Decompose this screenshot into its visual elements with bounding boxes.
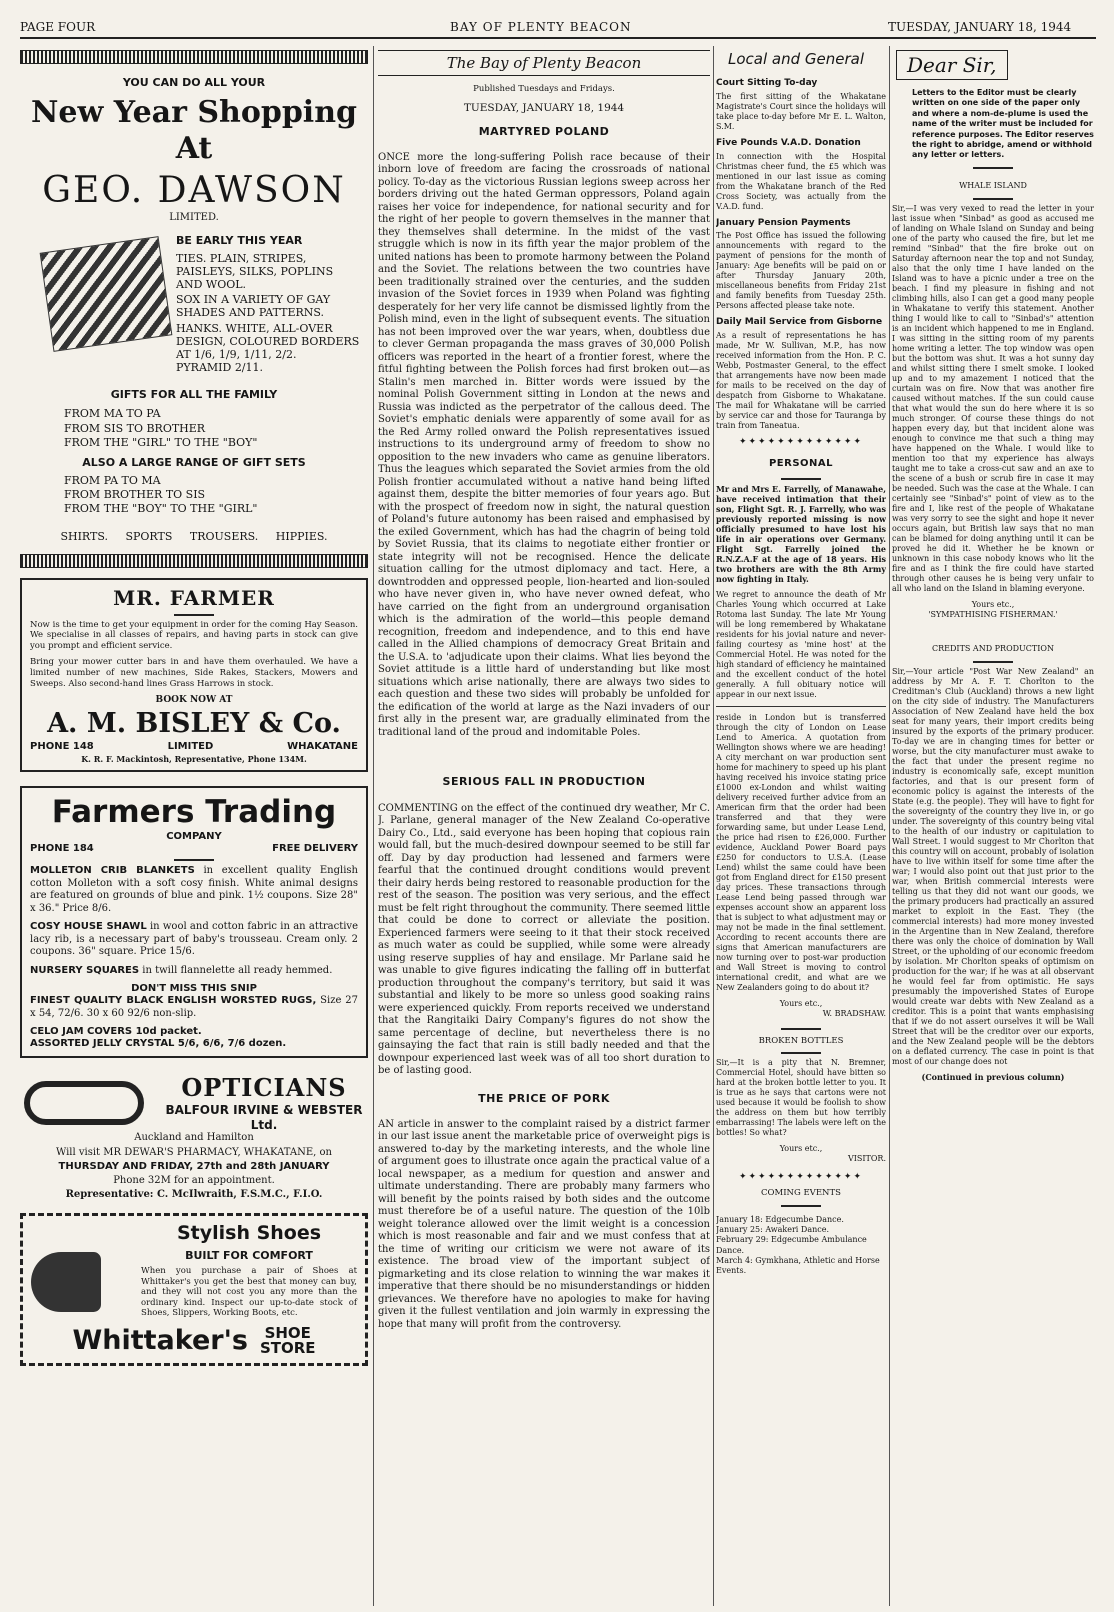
editorial-body: COMMENTING on the effect of the continued dry weather, Mr C. J. Parlane, general manager of the New Zealand Co-operative Dairy Co., Ltd., said everyone has been hoping that copious rain would fall, but the much-desired downpour seemed to be still far off. Day by day production had lessened and farmers were fearful that the continued drought conditions would prevent their dairy herds being restored to reasonable production for the rest of the season. The position was very serious, and the effect must be felt right throughout the community. There seemed little that could be done to correct or alleviate the position. Experienced farmers were seeing to it that their stock received as much water as could be supplied, while some were already using reserve supplies of hay and ensilage. Mr Parlane said he was unable to give figures indicating the falling off in butterfat production throughout the company's territory, but said it was substantial and likely to be more so unless good soaking rains were experienced quickly. From reports received we understand that the Rangitaiki Dairy Company's figures do not show the same percentage of decline, but nevertheless there is no gainsaying the fact that rain is still badly needed and that the downpour experienced last week was of all too short duration to be of lasting good. <box>378 802 710 1077</box>
column-divider <box>713 46 714 1606</box>
optician-days: THURSDAY AND FRIDAY, 27th and 28th JANUARY <box>58 1160 330 1172</box>
signoff: Yours etc., <box>779 1144 823 1154</box>
editorial-heading: THE PRICE OF PORK <box>478 1091 610 1105</box>
personal-heading: PERSONAL <box>768 457 834 469</box>
signoff: Yours etc., <box>779 998 823 1008</box>
bisley-phone: PHONE 148 <box>30 740 94 752</box>
continued-note: (Continued in previous column) <box>921 1072 1065 1083</box>
paper-name: BAY OF PLENTY BEACON <box>450 20 632 34</box>
news-heading: Five Pounds V.A.D. Donation <box>716 137 861 148</box>
local-column <box>716 50 886 1605</box>
ties-illustration <box>26 234 176 374</box>
item-name: NURSERY SQUARES <box>30 964 140 976</box>
decorative-bar <box>20 50 368 64</box>
trading-delivery: FREE DELIVERY <box>272 843 358 855</box>
column-divider <box>373 46 374 1606</box>
optician-visit: Will visit MR DEWAR'S PHARMACY, WHAKATANE, on <box>56 1146 332 1158</box>
dawson-name: GEO. DAWSON <box>42 170 346 212</box>
gift-line: FROM BROTHER TO SIS <box>64 487 206 501</box>
item-text: in wool and cotton fabric in an attractive lacy rib, is a necessary part of baby's trousseau. Cream only. 2 coupons. 36" square. Price 15/6. <box>30 921 358 958</box>
editorial-column <box>378 50 710 1605</box>
news-body: The Post Office has issued the following announcements with regard to the payment of pensions for the month of January: Age benefits will be paid on or after Thursday January 20th, miscellaneous benefits from Friday 21st and family benefits from Tuesday 25th. Persons affected please take note. <box>716 231 886 311</box>
dawson-sox: SOX IN A VARIETY OF GAY SHADES AND PATTERNS. <box>176 293 331 320</box>
editorial-body: ONCE more the long-suffering Polish race because of their inborn love of freedom are facing the crossroads of national policy. To-day as the victorious Russian legions sweep across her borders driving out the hated German oppressors, Poland again raises her voice for independence, for national security and for the right of her people to govern themselves in the manner that they themselves shall determine. In the midst of the vast struggle which is now in its fifth year the major problem of the united nations has been to promote harmony between the Poland and the Soviet. The relations between the two countries have been traditionally strained over the centuries, and the sudden invasion of the Soviet forces in 1939 when Poland was fighting desperately for her very life cannot be dismissed lightly from the Polish mind, even in the light of subsequent events. The situation has not been improved over the war years, when, doubtless due to clever German propaganda the mass graves of 30,000 Polish officers was reported in the heart of a frontier forest, where the fitful fighting between the Polish forces had first broken out—as Stalin's men marched in. Bitter words were issued by the nominal Polish Government sitting in London at the news and Russia was indicted as the perpetrator of the callous deed. The Soviet's emphatic denials were apparently of some avail for as the Red Army rolled onward the Polish representatives issued instructions to its underground army of freedom to show no opposition to the new invaders who came as genuine liberators. Thus the leagues which separated the Soviet armies from the old Polish frontier accumulated without a native hand being lifted against them, despite the bitter memories of four years ago. But with the prospect of freedom now in sight, the natural question of Poland's future autonomy has been raised and emphasised by the exiled Government, which has had the chagrin of being told by Soviet Russia, that its claims to negotiate either frontier or state integrity will not be recognised. Hence the delicate situation calling for the utmost diplomacy and tact. Here, a downtrodden and oppressed people, lion-hearted and lion-souled who have never given in, who have never owned defeat, who have carried on the fight from an underground organisation which is the admiration of the world—this people demand recognition, freedom and independence, and to this end have called in the Allied champions of democracy Great Britain and the U.S.A. to 'adjudicate upon their claims. What lies beyond the Soviet attitude is a little hard of understanding but like most situations which arise nationally, there are always two sides to each question and these two sides will probably be unfolded for the edification of the world at large as the Nazi invaders of our first ally in the present war, are gradually eliminated from the traditional land of the proud and indomitable Poles. <box>378 151 710 738</box>
trading-item <box>30 995 358 1020</box>
optician-title: OPTICIANS <box>181 1073 347 1103</box>
editorial-heading: SERIOUS FALL IN PRODUCTION <box>442 775 646 789</box>
shoe-store: SHOE <box>264 1324 311 1343</box>
dawson-ad <box>20 64 368 548</box>
event-item: January 25: Awakeri Dance. <box>716 1224 829 1234</box>
news-body: As a result of representations he has made, Mr W. Sullivan, M.P., has now received information from the Hon. P. C. Webb, Postmaster General, to the effect that arrangements have now been made for mails to be received on the day of despatch from Gisborne to Whakatane. The mail for Whakatane will be carried by service car and those for Tauranga by train from Taneatua. <box>716 331 886 431</box>
optician-ad <box>20 1074 368 1201</box>
trading-item: ASSORTED JELLY CRYSTAL 5/6, 6/6, 7/6 dozen. <box>30 1038 287 1050</box>
dawson-early: BE EARLY THIS YEAR <box>176 234 303 248</box>
letters-notice: Letters to the Editor must be clearly written on one side of the paper only and where a nom-de-plume is used the name of the writer must be included for reference purposes. The Editor reserves the right to abridge, amend or withhold any letter or letters. <box>912 88 1094 160</box>
dawson-ties: TIES. PLAIN, STRIPES, PAISLEYS, SILKS, POPLINS AND WOOL. <box>176 251 334 291</box>
shoe-ad <box>20 1213 368 1367</box>
column-divider <box>889 46 890 1606</box>
trading-item <box>30 965 358 978</box>
gift-line: FROM SIS TO BROTHER <box>64 421 206 435</box>
news-body: The first sitting of the Whakatane Magistrate's Court since the holidays will take place to-day before Mr E. L. Walton, S.M. <box>716 91 886 131</box>
whittaker-name: Whittaker's <box>72 1325 248 1356</box>
optician-firm: BALFOUR IRVINE & WEBSTER Ltd. <box>165 1103 363 1132</box>
letter-body: Sir,—Your article "Post War New Zealand" an address by Mr A. F. T. Chorlton to the Creditman's Club (Auckland) throws a new light on the city side of industry. The Manufacturers Association of New Zealand have held the box seat for many years, their import credits being insured by the exports of the primary producer. To-day we are in changing times for better or worse, but the city manufacturer must awake to the fact that under the present regime no industry is economically safe, except munition factories, and that is our present form of economic policy is against the interests of the State (e.g. the people). They will have to fight for the sovereignty of the country they live in, or go under. The sovereignty of this country being vital to the health of our industry or capitulation to Wall Street. I would suggest to Mr Chorlton that this country will on account, probably of isolation have to live within itself for some time after the war; I would also point out that just prior to the war, when British commercial interests were telling us that they did not want our goods, we the primary producers had practically an assured market to exploit in the East. They (the commercial interests) had more money invested in the Argentine than in New Zealand, therefore there was only the choice of domination by Wall Street, or the upholding of our economic freedom by isolation. Mr Chorlton speaks of optimism on production for the war; if he was at all observant he would feel far from optimistic. He says presumably the impoverished States of Europe would create war debts with New Zealand as a creditor. This is a point that wants emphasising that if we do not assert ourselves it will be Wall Street that will be the creditor over our exports, and the New Zealand people will be the debtors on a deflated currency. The case in point is that most of our change does not <box>892 667 1094 1067</box>
trading-miss: DON'T MISS THIS SNIP <box>131 983 257 995</box>
divider-stars: ✦✦✦✦✦✦✦✦✦✦✦✦✦ <box>738 1171 864 1182</box>
shoe-store: STORE <box>259 1339 316 1358</box>
bisley-town: WHAKATANE <box>287 740 358 752</box>
page-date: TUESDAY, JANUARY 18, 1944 <box>888 20 1072 34</box>
letter-heading: WHALE ISLAND <box>959 180 1027 190</box>
shoe-illustration <box>31 1222 141 1325</box>
shoe-title: Stylish Shoes <box>176 1221 322 1244</box>
gift-line: FROM THE "GIRL" TO THE "BOY" <box>64 436 258 450</box>
letter-continued: reside in London but is transferred through the city of London on Lease Lend to America. A quotation from Wellington shows where we are heading! A city merchant on war production sent home for machinery to speed up his plant having received his invoice stating price £1000 ex-London and whilst waiting delivery received further advice from an American firm that the order had been transferred and that they were forwarding same, but under Lease Lend, the price had risen to £26,000. Further evidence, Auckland Power Board pays £250 for conductors to U.S.A. (Lease Lend) whilst the same could have been got from England direct for £150 present day prices. These transactions through Lease Lend being passed through war expenses account show an apparent loss that is subject to what adjustment may or may not be made in the final settlement. According to recent accounts there are signs that American manufacturers are now turning over to post-war production and Wall Street is moving to control international credit, and what are we New Zealanders going to do about it? <box>716 712 886 992</box>
dawson-also: ALSO A LARGE RANGE OF GIFT SETS <box>82 456 306 470</box>
letter-heading: CREDITS AND PRODUCTION <box>932 643 1054 653</box>
divider-stars: ✦✦✦✦✦✦✦✦✦✦✦✦✦ <box>738 437 864 448</box>
event-item: February 29: Edgecumbe Ambulance Dance. <box>716 1235 867 1255</box>
signoff: Yours etc., <box>971 600 1015 610</box>
signature: 'SYMPATHISING FISHERMAN.' <box>928 609 1058 619</box>
optician-phone: Phone 32M for an appointment. <box>113 1174 275 1186</box>
trading-company: COMPANY <box>166 831 222 843</box>
editorial-body: AN article in answer to the complaint raised by a district farmer in our last issue anent the marketable price of overweight pigs is answered to-day by the marketing interests, and the whole line of argument goes to illustrate once again the practical value of a local newspaper, as a medium for question and answer and ultimate understanding. There are probably many farmers who will benefit by the points raised by both sides and the outcome must therefore be of a useful nature. The question of the 10lb weight tolerance allowed over the limit weight is a concession which is most reasonable and fair and we must confess that at the time of writing our criticism we were not aware of its existence. The broad view of the important subject of pigmarketing and its close relation to winning the war makes it imperative that there should be no misunderstandings or hidden grievances. We therefore have no apologies to make for having given it the fullest ventilation and join warmly in expressing the hope that many will profit from the controversy. <box>378 1118 710 1330</box>
dawson-hanks: HANKS. WHITE, ALL-OVER DESIGN, COLOURED BORDERS AT 1/6, 1/9, 1/11, 2/2. <box>176 321 360 361</box>
trading-item <box>30 921 358 959</box>
letters-title: Dear Sir, <box>896 50 1008 80</box>
gift-line: FROM MA TO PA <box>64 407 161 421</box>
bisley-rep: K. R. F. Mackintosh, Representative, Phone 134M. <box>81 753 307 764</box>
farmer-book: BOOK NOW AT <box>155 695 233 706</box>
gift-line: FROM PA TO MA <box>64 473 161 487</box>
dawson-pyramid: PYRAMID 2/11. <box>176 361 264 375</box>
optician-rep: Representative: C. McIlwraith, F.S.M.C., F.I.O. <box>65 1188 323 1200</box>
events-heading: COMING EVENTS <box>761 1188 841 1199</box>
dawson-bottom: SHIRTS. SPORTS TROUSERS. HIPPIES. <box>60 530 328 544</box>
letter-body: Sir,—I was very vexed to read the letter in your last issue when "Sinbad" as good as accused me of landing on Whale Island on Sunday and being one of the party who caused the fire, but let me remind "Sinbad" that the fire broke out on Saturday afternoon near the top and not Sunday, also that the only time I have landed on the Island was to have a picnic under a tree on the beach. I find my pleasure in fishing and not climbing hills, also I can get a good many people in Whakatane to verify this statement. Another thing I would like to call to "Sinbad's" attention is an incident which happened to me in England. I was sitting in the sitting room of my parents home writing a letter. The top window was open but the bottom was shut. It was a hot sunny day and whilst sitting there I smelt smoke. I looked up and to my amazement I noticed that the curtain was on fire. Now that was another fire caused without matches. If the sun could cause that what would the sun do here where it is so much stronger. Of course these things do not happen every day, but that incident alone was enough to convince me that such a thing may have happened on the Whale. I would like to mention too that my experience has always taught me to take a cross-cut saw and an axe to the scene of a bush or scrub fire in case it may be needed. Such was the case at the Whale. I can certainly see "Sinbad's" point of view as to the fire and I, like rest of the people of Whakatane was very sorry to see the sight and hope it never occurs again, but British law says that no man can be blamed for doing anything until it can be proved he did it. Whether he be known or unknown in this case nobody knows who lit the fire and as I think the fire could have started through other causes he is being very unfair to all who land on the Island in blaming everyone. <box>892 204 1094 594</box>
farmer-text: Now is the time to get your equipment in order for the coming Hay Season. We specialise in all classes of repairs, and having parts in stock can give you prompt and efficient service. <box>30 619 358 651</box>
bisley-name: A. M. BISLEY & Co. <box>47 708 341 740</box>
gift-line: FROM THE "BOY" TO THE "GIRL" <box>64 502 258 516</box>
optician-cities: Auckland and Hamilton <box>134 1131 254 1143</box>
item-text: in excellent quality English cotton Molleton with a soft cosy finish. White animal designs are featured on grounds of blue and pink. 1½ coupons. Size 28" x 36." Price 8/6. <box>30 865 358 914</box>
news-body: In connection with the Hospital Christmas cheer fund, the £5 which was mentioned in our last issue as coming from the Whakatane branch of the Red Cross Society, was actually from the V.A.D. fund. <box>716 151 886 211</box>
item-name: FINEST QUALITY BLACK ENGLISH WORSTED RUGS, <box>30 995 317 1007</box>
trading-item <box>30 865 358 915</box>
bisley-limited: LIMITED <box>167 740 214 752</box>
event-item: March 4: Gymkhana, Athletic and Horse Events. <box>716 1256 880 1276</box>
advertisements-column <box>20 50 368 1605</box>
news-heading: Court Sitting To-day <box>716 78 818 88</box>
farmer-ad <box>20 578 368 773</box>
event-item: January 18: Edgecumbe Dance. <box>716 1214 844 1224</box>
editorial-heading: MARTYRED POLAND <box>478 124 610 138</box>
item-text: in twill flannelette all ready hemmed. <box>142 964 333 976</box>
news-heading: Daily Mail Service from Gisborne <box>716 317 883 328</box>
shoe-sub: BUILT FOR COMFORT <box>185 1248 313 1262</box>
spectacles-illustration <box>24 1081 164 1125</box>
trading-item: CELO JAM COVERS 10d packet. <box>30 1026 202 1038</box>
dawson-tagline: YOU CAN DO ALL YOUR <box>122 76 266 89</box>
personal-body: Mr and Mrs E. Farrelly, of Manawahe, have received intimation that their son, Flight Sgt. R. J. Farrelly, who was previously reported missing is now officially presumed to have lost his life in air operations over Germany. Flight Sgt. Farrelly joined the R.N.Z.A.F at the age of 18 years. His two brothers are with the 8th Army now fighting in Italy. <box>716 483 886 584</box>
trading-title: Farmers Trading <box>51 794 337 831</box>
item-name: MOLLETON CRIB BLANKETS <box>30 865 195 877</box>
header-rule <box>20 37 1096 39</box>
published-line: Published Tuesdays and Fridays. <box>473 84 615 94</box>
dawson-gifts: GIFTS FOR ALL THE FAMILY <box>110 388 278 402</box>
letters-column <box>892 50 1094 1605</box>
farmer-title: MR. FARMER <box>113 585 275 610</box>
farmer-text: Bring your mower cutter bars in and have them overhauled. We have a limited number of new machines, Side Rakes, Stackers, Mowers and Sweeps. Also second-hand lines Grass Harrows in stock. <box>30 657 358 689</box>
editorial-date: TUESDAY, JANUARY 18, 1944 <box>463 102 625 115</box>
item-name: COSY HOUSE SHAWL <box>30 921 147 933</box>
dawson-limited: LIMITED. <box>169 212 219 224</box>
signature: W. BRADSHAW. <box>822 1008 886 1018</box>
item-text: Size 27 x 54, 72/6. 30 x 60 92/6 non-slip. <box>30 995 358 1019</box>
page-number: PAGE FOUR <box>20 20 96 34</box>
bottles-heading: BROKEN BOTTLES <box>758 1036 844 1047</box>
personal-body: We regret to announce the death of Mr Charles Young which occurred at Lake Rotoma last Sunday. The late Mr Young will be long remembered by Whakatane residents for his jovial nature and never-failing courtesy as 'mine host' at the Commercial Hotel. He was noted for the high standard of efficiency he maintained and the excellent conduct of the hotel generally. A full obituary notice will appear in our next issue. <box>716 589 886 699</box>
trading-phone: PHONE 184 <box>30 843 94 855</box>
dawson-headline: New Year Shopping At <box>31 95 357 167</box>
shoe-body: When you purchase a pair of Shoes at Whittaker's you get the best that money can buy, and they will not cost you any more than the ordinary kind. Inspect our up-to-date stock of Shoes, Slippers, Working Boots, etc. <box>141 1265 357 1319</box>
local-title: Local and General <box>728 50 865 68</box>
bottles-body: Sir,—It is a pity that N. Bremner, Commercial Hotel, should have bitten so hard at the broken bottle letter to you. It is true as he says that cartons were not used because it would be foolish to show the address on them but how terribly embarrassing! The labels were left on the bottles! So what? <box>716 1058 886 1138</box>
news-heading: January Pension Payments <box>716 217 851 228</box>
trading-ad <box>20 786 368 1058</box>
masthead: The Bay of Plenty Beacon <box>378 50 710 76</box>
decorative-bar <box>20 554 368 568</box>
signature: VISITOR. <box>847 1153 886 1163</box>
